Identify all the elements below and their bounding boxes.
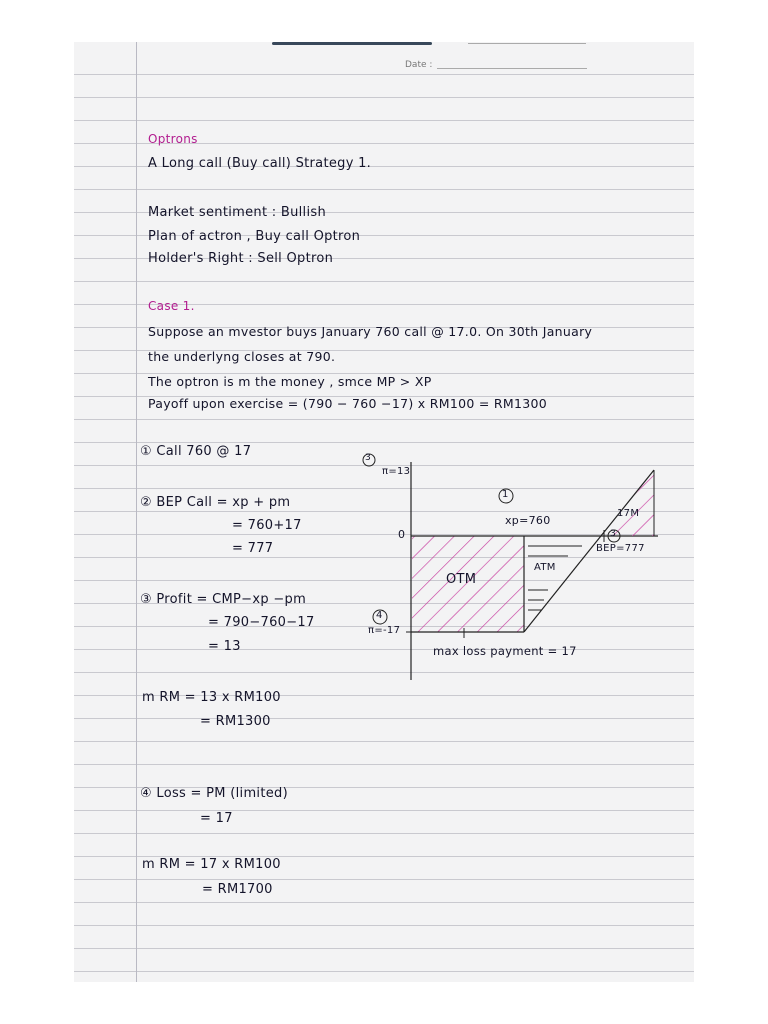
step-2-sum: = 760+17	[232, 518, 302, 533]
step-2-result: = 777	[232, 541, 274, 556]
max-loss-label: max loss payment = 17	[433, 644, 577, 658]
plan-of-action: Plan of actron , Buy call Optron	[148, 229, 361, 244]
otm-label: OTM	[446, 572, 477, 587]
date-label: Date :	[405, 60, 433, 70]
profit-label: π=13	[382, 466, 411, 477]
step-3-calc: = 790−760−17	[208, 615, 315, 630]
profit-in-rm-result: = RM1300	[200, 714, 271, 729]
step-1-call: ① Call 760 @ 17	[140, 444, 252, 459]
page-title: Optrons	[148, 132, 198, 146]
circle-label-top: 3	[365, 453, 372, 463]
loss-label: π=-17	[368, 625, 401, 636]
market-sentiment: Market sentiment : Bullish	[148, 205, 326, 220]
case-line-3: The optron is m the money , smce MP > XP	[148, 374, 432, 389]
holders-right: Holder's Right : Sell Optron	[148, 251, 334, 266]
loss-in-rm: m RM = 17 x RM100	[142, 857, 281, 872]
step-2-bep: ② BEP Call = xp + pm	[140, 495, 291, 510]
strategy-title: A Long call (Buy call) Strategy 1.	[148, 156, 372, 171]
zero-label: 0	[398, 528, 406, 541]
circle-label-loss: 4	[376, 610, 383, 621]
strike-label: xp=760	[505, 514, 551, 527]
case-line-4: Payoff upon exercise = (790 − 760 −17) x RM100 = RM1300	[148, 396, 547, 411]
case-title: Case 1.	[148, 299, 195, 313]
itm-label: 17M	[617, 508, 640, 519]
circle-label-xp: 1	[502, 489, 509, 500]
step-3-result: = 13	[208, 639, 241, 654]
circle-label-bep: 3	[610, 529, 617, 539]
atm-label: ATM	[534, 562, 556, 573]
step-4-result: = 17	[200, 811, 233, 826]
step-4-loss: ④ Loss = PM (limited)	[140, 786, 288, 801]
profit-in-rm: m RM = 13 x RM100	[142, 690, 281, 705]
loss-in-rm-result: = RM1700	[202, 882, 273, 897]
step-3-profit: ③ Profit = CMP−xp −pm	[140, 592, 307, 607]
case-line-2: the underlyng closes at 790.	[148, 349, 336, 364]
case-line-1: Suppose an mvestor buys January 760 call @ 17.0. On 30th January	[148, 324, 593, 339]
bep-label: BEP=777	[596, 543, 645, 554]
